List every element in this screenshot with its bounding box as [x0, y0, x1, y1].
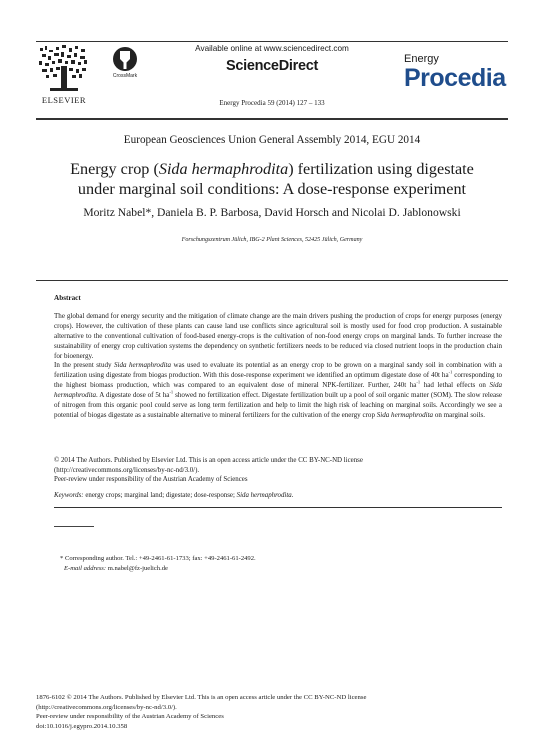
title-species: Sida hermaphrodita	[158, 160, 289, 178]
author-list: Moritz Nabel*, Daniela B. P. Barbosa, David Horsch and Nicolai D. Jablonowski	[83, 206, 461, 219]
abstract-top-rule	[36, 280, 508, 281]
sciencedirect-wordmark: ScienceDirect	[225, 58, 318, 74]
available-online-text: Available online at www.sciencedirect.com	[195, 44, 349, 53]
keywords-values: energy crops; marginal land; digestate; dose-response;	[83, 492, 237, 499]
p2-text: In the present study	[54, 361, 115, 369]
journal-reference: Energy Procedia 59 (2014) 127 – 133	[219, 99, 325, 107]
p2-text: was used to evaluate its potential as an energy crop to be grown on a marginal sandy soil in combination with a fertilization using digestate from biogas production. With this dose-response experiment we identified an optimum digestate dose of 40t ha	[54, 361, 502, 379]
keywords-end: .	[291, 492, 294, 499]
title-part-2: ) fertilization using digestate	[288, 160, 474, 178]
keywords-line	[54, 492, 502, 499]
email-address[interactable]: m.nabel@fz-juelich.de	[106, 565, 168, 572]
keywords-label: Keywords:	[54, 492, 84, 499]
header-top-rule	[36, 41, 508, 42]
superscript: -1	[169, 389, 174, 395]
peer-review-line: Peer-review under responsibility of the Austrian Academy of Sciences	[54, 476, 248, 484]
elsevier-wordmark: ELSEVIER	[41, 95, 87, 105]
elsevier-tree-logo	[36, 44, 92, 94]
superscript: -1	[416, 379, 421, 385]
footer-doi[interactable]: doi:10.1016/j.egypro.2014.10.358	[36, 722, 128, 730]
footer-license-line: 1876-6102 © 2014 The Authors. Published by Elsevier Ltd. This is an open access article under the CC BY-NC-ND license	[36, 694, 367, 701]
paper-title	[36, 160, 508, 199]
crossmark-label: CrossMark	[112, 73, 138, 79]
email-line	[60, 564, 500, 574]
keywords-species: Sida hermaphrodita	[236, 492, 292, 499]
species-name: Sida hermaphrodita	[54, 380, 502, 399]
license-block	[54, 456, 502, 485]
p2-text: had lethal effects on	[420, 380, 490, 389]
p2-text: showed no fertilization effect. Digestate fertilization built up a pool of soil organic matter (SOM). The slow release of nitrogen from this organic pool could serve as long term fertilization and help to limit the high risk of leaching on marginal soils. Accordingly we see a potential of biogas digestate as a sustainable alternative to mineral fertilizers for the cultivation of the energy crop	[54, 390, 502, 419]
title-part-1: Energy crop (	[70, 160, 159, 178]
abstract-heading: Abstract	[54, 294, 81, 302]
species-name: Sida hermaphrodita	[376, 410, 434, 419]
superscript: -1	[448, 369, 453, 375]
species-name: Sida hermaphrodita	[114, 361, 172, 369]
corresponding-author-line: * Corresponding author. Tel.: +49-2461-61-1733; fax: +49-2461-61-2492.	[60, 555, 256, 562]
affiliation: Forschungszentrum Jülich, IBG-2 Plant Sciences, 52425 Jülich, Germany	[181, 237, 363, 243]
license-link[interactable]: (http://creativecommons.org/licenses/by-nc-nd/3.0/).	[54, 466, 200, 474]
p2-text: corresponding to the highest biomass production, which was compared to an equivalent dose of mineral NPK-fertilizer. Further, 240t ha	[54, 370, 502, 389]
license-line: © 2014 The Authors. Published by Elsevier Ltd. This is an open access article under the CC BY-NC-ND license	[54, 457, 363, 464]
abstract-paragraph-1: The global demand for energy security and the mitigation of climate change are the main drivers pushing the production of crops for energy purposes (energy crops). However, the cultivation of these plants can cause land use conflicts since agricultural soil is mostly used for food crop production. A sustainable alternative to the conventional cultivation of food-based energy-crops is the cultivation of non-food energy crops on marginal lands. To further increase the sustainability of energy crop cultivation systems the dependency on synthetic fertilizers needs to be reduced via closed nutrient loops in the production chain for bioenergy.	[54, 312, 502, 360]
footnote-separator	[54, 526, 94, 527]
journal-logo-procedia: Procedia	[404, 64, 506, 92]
journal-logo-energy: Energy	[404, 53, 439, 65]
conference-name: European Geosciences Union General Assembly 2014, EGU 2014	[123, 134, 421, 146]
footnote	[60, 554, 500, 574]
p2-text: . A digestate dose of 5t ha	[96, 390, 170, 399]
p2-text: on marginal soils.	[433, 410, 485, 419]
page-footer	[36, 693, 506, 731]
footer-license-link[interactable]: (http://creativecommons.org/licenses/by-nc-nd/3.0/).	[36, 703, 177, 711]
email-label: E-mail address:	[64, 565, 107, 572]
abstract-paragraph-2	[54, 361, 502, 420]
title-line-2: under marginal soil conditions: A dose-response experiment	[77, 179, 467, 198]
abstract-bottom-rule	[54, 507, 502, 508]
footer-peer-review: Peer-review under responsibility of the Austrian Academy of Sciences	[36, 713, 224, 721]
header-bottom-rule	[36, 118, 508, 120]
